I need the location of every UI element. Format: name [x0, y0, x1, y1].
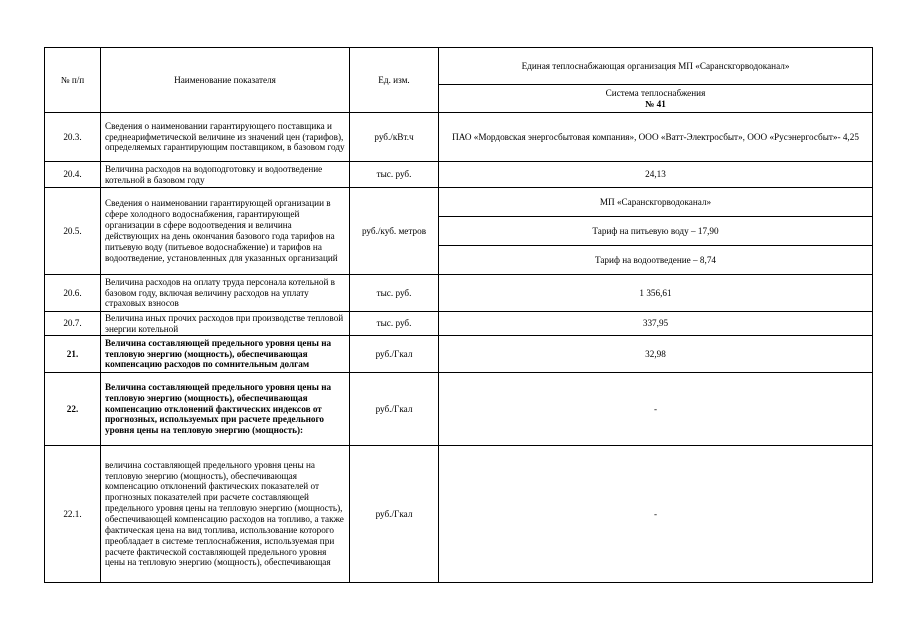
table-row [45, 446, 873, 583]
row-name: Величина составляющей предельного уровня цены на тепловую энергию (мощность), обеспечивающая компенсацию расходов по сомнительным долгам [101, 336, 350, 373]
table-row [45, 275, 873, 312]
row-value: МП «Саранскгорводоканал» [439, 188, 873, 217]
row-unit: руб./кВт.ч [350, 113, 439, 162]
header-unit: Ед. изм. [350, 48, 439, 113]
table-row [45, 188, 873, 217]
row-num: 22. [45, 373, 101, 446]
row-unit: руб./куб. метров [350, 188, 439, 275]
header-system [439, 85, 873, 113]
row-name: величина составляющей предельного уровня цены на тепловую энергию (мощность), обеспечивающая компенсацию отклонений фактических показателей от прогнозных показателей при расчете составляющей предельного уровня цены на тепловую энергию (мощность), обеспечивающей компенсацию расходов на топливо, а также фактическая цена на вид топлива, использование которого преобладает в системе теплоснабжения, используемая при расчете фактической составляющей предельного уровня цены на тепловую энергию (мощность), обеспечивающая [101, 446, 350, 583]
system-label: Система теплоснабжения [605, 87, 706, 98]
row-name: Сведения о наименовании гарантирующей организации в сфере холодного водоснабжения, гарантирующей организации в сфере водоотведения и величина действующих на день окончания базового года тарифов на питьевую воду (питьевое водоснабжение) и тарифов на водоотведение, установленных для указанных организаций [101, 188, 350, 275]
row-num: 20.6. [45, 275, 101, 312]
row-num: 20.3. [45, 113, 101, 162]
table-row [45, 162, 873, 188]
row-name: Сведения о наименовании гарантирующего поставщика и среднеарифметической величине из значений цен (тарифов), определяемых гарантирующим поставщиком, в базовом году [101, 113, 350, 162]
row-name: Величина иных прочих расходов при производстве тепловой энергии котельной [101, 312, 350, 336]
row-value: 32,98 [439, 336, 873, 373]
row-unit: тыс. руб. [350, 275, 439, 312]
row-num: 20.4. [45, 162, 101, 188]
row-value: - [439, 373, 873, 446]
row-name: Величина составляющей предельного уровня цены на тепловую энергию (мощность), обеспечивающая компенсацию отклонений фактических индексов от прогнозных, используемых при расчете предельного уровня цены на тепловую энергию (мощность): [101, 373, 350, 446]
row-name: Величина расходов на оплату труда персонала котельной в базовом году, включая величину расходов на уплату страховых взносов [101, 275, 350, 312]
row-value: ПАО «Мордовская энергосбытовая компания», ООО «Ватт-Электросбыт», ООО «Русэнергосбыт»- 4,25 [439, 113, 873, 162]
system-number: № 41 [645, 98, 666, 109]
row-num: 22.1. [45, 446, 101, 583]
header-org: Единая теплоснабжающая организация МП «Саранскгорводоканал» [439, 48, 873, 85]
tariff-table [44, 47, 873, 583]
row-unit: руб./Гкал [350, 373, 439, 446]
table-row [45, 312, 873, 336]
row-unit: тыс. руб. [350, 312, 439, 336]
row-value: 24,13 [439, 162, 873, 188]
row-value: - [439, 446, 873, 583]
row-value: 1 356,61 [439, 275, 873, 312]
row-unit: тыс. руб. [350, 162, 439, 188]
row-value: 337,95 [439, 312, 873, 336]
table-row [45, 336, 873, 373]
row-unit: руб./Гкал [350, 446, 439, 583]
row-name: Величина расходов на водоподготовку и водоотведение котельной в базовом году [101, 162, 350, 188]
row-unit: руб./Гкал [350, 336, 439, 373]
row-value: Тариф на питьевую воду – 17,90 [439, 217, 873, 246]
row-value: Тариф на водоотведение – 8,74 [439, 246, 873, 275]
table-row [45, 113, 873, 162]
table-row [45, 373, 873, 446]
row-num: 21. [45, 336, 101, 373]
header-num: № п/п [45, 48, 101, 113]
row-num: 20.7. [45, 312, 101, 336]
row-num: 20.5. [45, 188, 101, 275]
header-name: Наименование показателя [101, 48, 350, 113]
